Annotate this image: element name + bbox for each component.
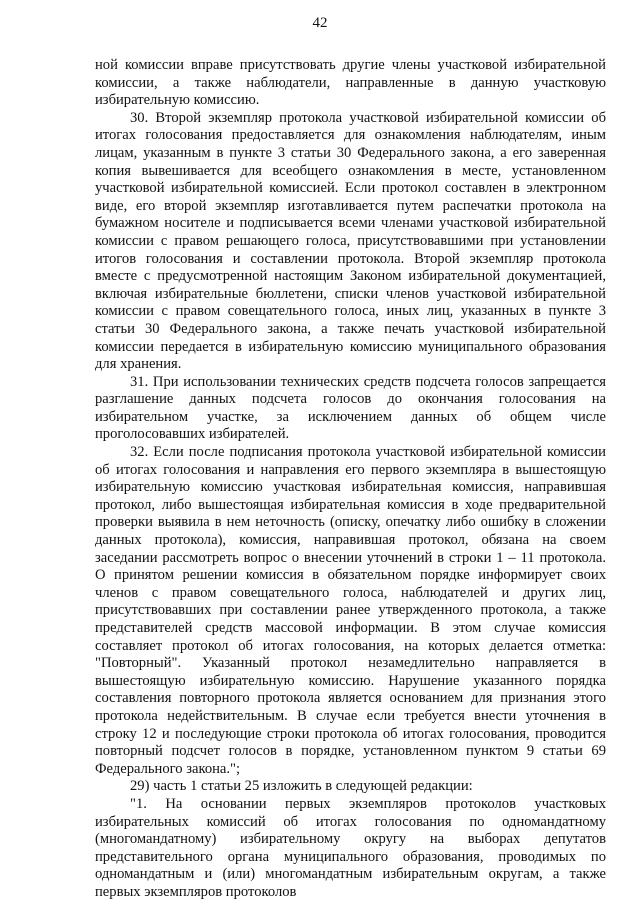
paragraph-amendment-29: 29) часть 1 статьи 25 изложить в следующей редакции: [130, 778, 473, 795]
paragraph-continuation: ной комиссии вправе присутствовать другие члены участковой избирательной комиссии, а также наблюдатели, направленные в данную участковую избирательную комиссию. [95, 57, 606, 109]
paragraph-item-31: 31. При использовании технических средств подсчета голосов запрещается разглашение данных подсчета голосов до окончания голосования на избирательном участке, за исключением данных об общем числе проголосовавших избирателей. [95, 373, 606, 443]
page-number: 42 [312, 15, 328, 31]
document-body [95, 57, 606, 902]
paragraph-new-article-text: "1. На основании первых экземпляров протоколов участковых избирательных комиссий об итогах голосования по одномандатному (многомандатному) избирательному округу на выборах депутатов представительного органа муниципального образования, проводимых по одномандатным и (или) многомандатным избирательным округам, а также первых экземпляров протоколов [95, 795, 606, 900]
paragraph-item-30: 30. Второй экземпляр протокола участковой избирательной комиссии об итогах голосования предоставляется для ознакомления наблюдателям, иным лицам, указанным в пункте 3 статьи 30 Федерального закона, а его заверенная копия вывешивается для всеобщего ознакомления в месте, установленном участковой избирательной комиссией. Если протокол составлен в электронном виде, его второй экземпляр изготавливается путем распечатки протокола на бумажном носителе и подписывается всеми членами участковой избирательной комиссии с правом решающего голоса, присутствовавшими при установлении итогов голосования и составлении протокола. Второй экземпляр протокола вместе с предусмотренной настоящим Законом избирательной документацией, включая избирательные бюллетени, списки членов участковой избирательной комиссии с правом совещательного голоса, иных лиц, указанных в пункте 3 статьи 30 Федерального закона, а также печать участковой избирательной комиссии передается в избирательную комиссию муниципального образования для хранения. [95, 109, 606, 373]
paragraph-item-32: 32. Если после подписания протокола участковой избирательной комиссии об итогах голосования и направления его первого экземпляра в вышестоящую избирательную комиссию участковая избирательная комиссия, направившая протокол, либо вышестоящая избирательная комиссия в ходе предварительной проверки выявила в нем неточность (описку, опечатку либо ошибку в сложении данных протокола), комиссия, направившая протокол, обязана на своем заседании рассмотреть вопрос о внесении уточнений в строки 1 – 11 протокола. О принятом решении комиссия в обязательном порядке информирует своих членов с правом совещательного голоса, наблюдателей и других лиц, присутствовавших при составлении ранее утвержденного протокола, а также представителей средств массовой информации. В этом случае комиссия составляет протокол об итогах голосования, на которых делается отметка: "Повторный". Указанный протокол незамедлительно направляется в вышестоящую избирательную комиссию. Нарушение указанного порядка составления повторного протокола является основанием для признания этого протокола недействительным. В случае если требуется внести уточнения в строку 12 и последующие строки протокола об итогах голосования, проводится повторный подсчет голосов в порядке, установленном пунктом 9 статьи 69 Федерального закона."; [95, 444, 606, 777]
